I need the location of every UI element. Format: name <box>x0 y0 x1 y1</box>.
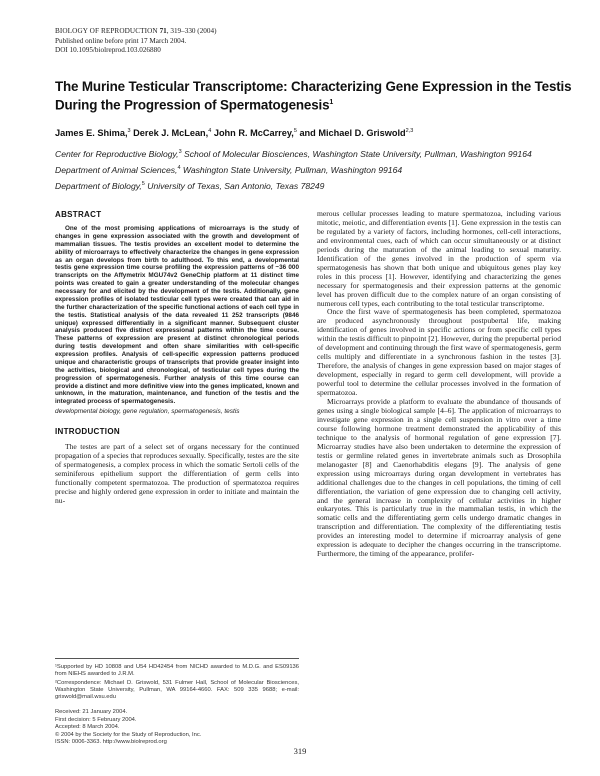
journal-header <box>55 27 375 56</box>
title-line-1: The Murine Testicular Transcriptome: Characterizing Gene Expression in the Testis <box>55 79 572 94</box>
affiliation: Center for Reproductive Biology,$^3$ School of Molecular Biosciences, Washington State University, Pullman, Washington 99164 <box>55 148 532 159</box>
abstract-text: One of the most promising applications of microarrays is the study of changes in gene expression associated with the growth and development of mammalian tissues. The testis provides an excellent model to determine the ability of microarrays to effectively characterize the changes in gene expression as an organ develops from birth to adulthood. To this end, a developmental testis gene expression time course profiling the expression patterns of ~36 000 transcripts on the Affymetrix MGU74v2 GeneChip platform at 11 distinct time points was created to gain a greater understanding of the molecular changes necessary for and elicited by the development of the testis. Additionally, gene expression profiles of isolated testicular cell types were created that can aid in the further characterization of the specific functional actions of each cell type in the testis. Statistical analysis of the data revealed 11 252 transcripts (9846 unique) expressed differentially in a significant manner. Subsequent cluster analysis produced five distinct expressional patterns within the time course. These patterns of expression are present at distinct chronological periods during testis development and often share similarities with cell-specific expression profiles. Analysis of cell-specific expression patterns produced unique and characteristic groups of transcripts that provide greater insight into the activities, biological and chronological, of testicular cell types during the progression of spermatogenesis. Further analysis of this time course can provide a distinct and more definitive view into the genes implicated, known and unknown, in the maturation, maintenance, and function of the testis and the integrated process of spermatogenesis. <box>55 225 299 406</box>
author: and Michael D. Griswold <box>296 128 406 139</box>
paragraph: Once the first wave of spermatogenesis has been completed, spermatozoa are produced asynchronously throughout postpubertal life, making identification of genes involved in specific actions or from specific cell types within the testis difficult to pinpoint [2]. However, during the prepubertal period of development and continuing through the first wave of spermatogenesis, germ cells multiply and differentiate in a synchronous fashion in the testes [3]. Therefore, the analysis of changes in gene expression based on major stages of development, especially in regard to germ cell development, will provide a powerful tool to determine the cellular processes involved in the formation of spermatozoa. <box>317 307 561 398</box>
correspondence-footnote: ²Correspondence: Michael D. Griswold, 531 Fulmer Hall, School of Molecular Biosciences, Washington State University, Pullman, WA 99164-4660. FAX: 509 335 9688; e-mail: griswold@mail.wsu.edu <box>55 679 299 701</box>
affiliations <box>55 147 575 191</box>
article-title <box>55 79 575 113</box>
abstract-heading: ABSTRACT <box>55 210 102 219</box>
author: John R. McCarrey, <box>211 128 294 139</box>
author: James E. Shima, <box>55 128 128 139</box>
title-footnote-mark: 1 <box>329 98 334 106</box>
affiliation: Department of Animal Sciences,$^4$ Washington State University, Pullman, Washington 99164 <box>55 164 403 175</box>
introduction-right <box>317 210 561 559</box>
right-column <box>317 210 561 559</box>
abstract-body <box>55 225 299 406</box>
left-column <box>55 210 299 506</box>
journal-pages: , 319–330 (2004) <box>166 27 217 35</box>
article-history <box>55 709 299 747</box>
paragraph: merous cellular processes leading to mature spermatozoa, including various mitotic, meiotic, and differentiation events [1]. Gene expression in the testis can be regulated by a variety of factors, including hormones, cell-cell interactions, and environmental cues, each of which can occur simultaneously or at distinct periods during the maturation of the animal leading to sexual maturity. Identification of the genes involved in the production of sperm via spermatogenesis has shown that both unique and ubiquitous genes play key roles in this process [1]. However, identifying and characterizing the genes necessary for spermatogenesis and their expression patterns at the genomic level has proven difficult due to the complex nature of an organ consisting of numerous cell types, each contributing to the total testicular transcriptome. <box>317 209 561 308</box>
introduction-left <box>55 443 299 506</box>
author: Derek J. McLean, <box>130 128 209 139</box>
author-list <box>55 128 575 138</box>
accepted-date: Accepted: 8 March 2004. <box>55 724 120 731</box>
received-date: Received: 21 January 2004. <box>55 709 128 716</box>
issn: ISSN: 0006-3363. http://www.biolreprod.org <box>55 739 167 746</box>
author-affiliation-mark: 2,3 <box>405 128 414 134</box>
affiliation: Department of Biology,$^5$ University of Texas, San Antonio, Texas 78249 <box>55 180 325 191</box>
doi: DOI 10.1095/biolreprod.103.026880 <box>55 46 161 55</box>
author-affiliation-mark: 5 <box>293 128 297 134</box>
first-decision-date: First decision: 5 February 2004. <box>55 716 137 723</box>
journal-citation: BIOLOGY OF REPRODUCTION 71, 319–330 (2004) <box>55 27 217 35</box>
funding-footnote: ¹Supported by HD 10808 and U54 HD42454 from NICHD awarded to M.D.G. and ES09136 from NIEHS awarded to J.R.M. <box>55 664 299 678</box>
author-affiliation-mark: 4 <box>208 128 212 134</box>
journal-volume: 71 <box>159 27 167 35</box>
paragraph: The testes are part of a select set of organs necessary for the continued propagation of a species that reproduces sexually. Specifically, testes are the site of spermatogenesis, a complex process in which the somatic Sertoli cells of the seminiferous epithelium support the differentiation of germ cells into functionally competent spermatozoa. The production of spermatozoa requires precise and highly ordered gene expression in order to initiate and maintain the nu- <box>55 442 299 505</box>
published-online: Published online before print 17 March 2004. <box>55 36 187 45</box>
title-line-2: During the Progression of Spermatogenesis$^1$ <box>55 97 334 113</box>
footnotes <box>55 658 299 747</box>
page-number: 319 <box>293 746 307 756</box>
copyright: © 2004 by the Society for the Study of Reproduction, Inc. <box>55 731 202 738</box>
keywords: developmental biology, gene regulation, spermatogenesis, testis <box>55 408 240 416</box>
introduction-heading: INTRODUCTION <box>55 427 120 437</box>
author-affiliation-mark: 3 <box>127 128 131 134</box>
paragraph: Microarrays provide a platform to evaluate the abundance of thousands of genes using a single biological sample [4–6]. The application of microarrays to investigate gene expression in a single cell suspension in vitro over a time course following hormone treatment demonstrated the applicability of this technique to the analysis of hormonal regulation of gene expression [7]. Microarray studies have also been undertaken to determine the expression of testis or germline related genes in invertebrate animals such as Drosophila melanogaster [8] and Caenorhabditis elegans [9]. The analysis of gene expression using microarrays during organ development in vertebrates has additional challenges due to the changes in cell populations, the timing of cell differentiation, the variation of gene expression due to changing cell activity, and the general increase in complexity of cellular activities in higher eukaryotes. This is particularly true in the mammalian testis, in which the somatic cells and the differentiating germ cells undergo dramatic changes in transcription and differentiation. The complexity of the differentiating testis provides an interesting model to determine if microarray analysis of gene expression is adequate to decipher the changes occurring in the transcriptome. Furthermore, the timing of the appearance, prolifer- <box>317 397 561 559</box>
